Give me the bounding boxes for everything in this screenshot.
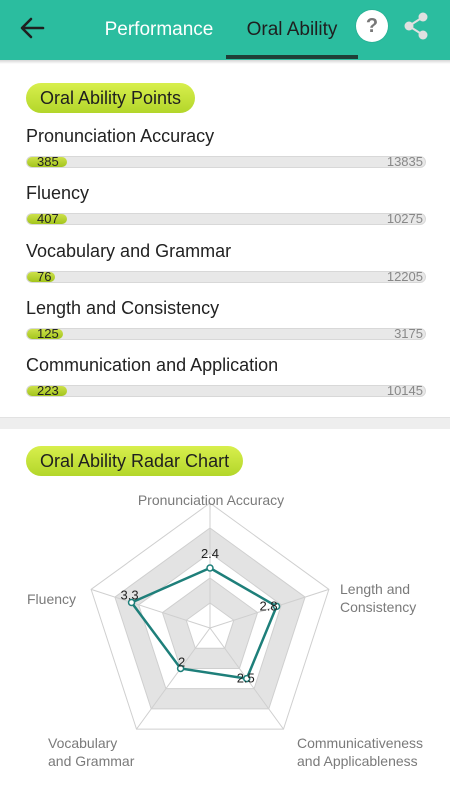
point-total: 3175 [394, 326, 423, 341]
point-label: Communication and Application [26, 355, 279, 375]
point-label: Vocabulary and Grammar [26, 241, 232, 261]
radar-value-label: 2.5 [236, 670, 255, 686]
point-score: 385 [37, 154, 59, 169]
oral-ability-points-title: Oral Ability Points [26, 83, 195, 113]
header-shadow [0, 60, 450, 64]
back-arrow-icon [19, 15, 45, 41]
help-button[interactable] [356, 10, 388, 42]
section-divider [0, 417, 450, 429]
point-total: 10275 [386, 211, 423, 226]
top-bar [0, 0, 450, 60]
active-tab-indicator [226, 55, 358, 59]
radar-data-point [207, 565, 213, 571]
axis-label-communicativeness: Communicativeness and Applicableness [297, 735, 424, 769]
radar-value-label: 3.3 [120, 587, 139, 603]
point-score: 407 [37, 211, 59, 226]
point-score: 223 [37, 383, 59, 398]
progress-bar [26, 271, 426, 283]
progress-bar [26, 156, 426, 168]
point-item [26, 126, 426, 169]
radar-value-label: 2.4 [200, 546, 220, 561]
share-icon [400, 8, 432, 44]
axis-label-vocabulary-grammar: Vocabulary and Grammar [48, 735, 135, 769]
back-button[interactable] [12, 8, 52, 48]
radar-chart-title: Oral Ability Radar Chart [26, 446, 243, 476]
point-score: 125 [37, 326, 59, 341]
radar-value-label: 2.8 [259, 598, 278, 614]
progress-bar [26, 328, 426, 340]
progress-bar [26, 213, 426, 225]
axis-label-pronunciation: Pronunciation Accuracy [137, 492, 285, 508]
share-button[interactable] [400, 8, 432, 44]
radar-chart [0, 480, 450, 800]
point-item [26, 355, 426, 398]
point-label: Length and Consistency [26, 298, 220, 318]
point-label: Fluency [26, 183, 90, 203]
tab-oral-ability[interactable]: Oral Ability [246, 19, 338, 40]
point-item [26, 183, 426, 226]
point-total: 10145 [386, 383, 423, 398]
point-total: 12205 [386, 269, 423, 284]
point-item [26, 241, 426, 284]
point-total: 13835 [386, 154, 423, 169]
radar-value-label: 2 [177, 654, 186, 670]
question-mark-icon: ? [365, 14, 379, 37]
tab-performance[interactable]: Performance [104, 19, 214, 40]
axis-label-fluency: Fluency [27, 591, 77, 607]
progress-bar [26, 385, 426, 397]
point-item [26, 298, 426, 341]
axis-label-length-consistency: Length and Consistency [340, 581, 417, 615]
point-label: Pronunciation Accuracy [26, 126, 215, 146]
point-score: 76 [37, 269, 52, 284]
